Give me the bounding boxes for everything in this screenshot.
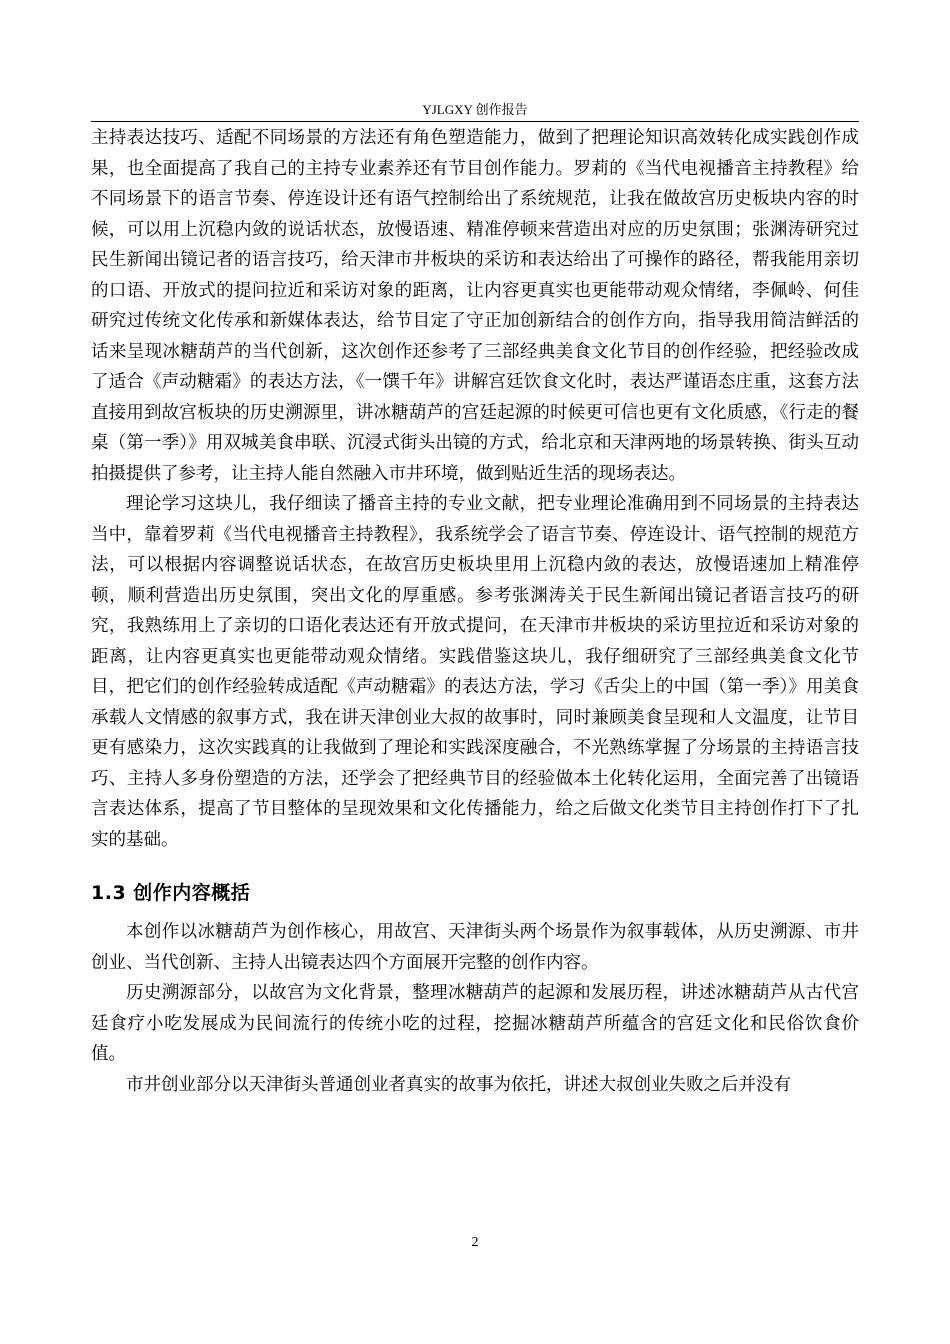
running-header: YJLGXY 创作报告 (422, 102, 528, 117)
paragraph: 主持表达技巧、适配不同场景的方法还有角色塑造能力，做到了把理论知识高效转化成实践创作成果，也全面提高了我自己的主持专业素养还有节目创作能力。罗莉的《当代电视播音主持教程》给不同场景下的语言节奏、停连设计还有语气控制给出了系统规范，让我在做故宫历史板块内容的时候，可以用上沉稳内敛的说话状态，放慢语速、精准停顿来营造出对应的历史氛围；张渊涛研究过民生新闻出镜记者的语言技巧，给天津市井板块的采访和表达给出了可操作的路径，帮我能用亲切的口语、开放式的提问拉近和采访对象的距离，让内容更真实也更能带动观众情绪，李佩岭、何佳研究过传统文化传承和新媒体表达，给节目定了守正加创新结合的创作方向，指导我用简洁鲜活的话来呈现冰糖葫芦的当代创新，这次创作还参考了三部经典美食文化节目的创作经验，把经验改成了适合《声动糖霜》的表达方法，《一馔千年》讲解宫廷饮食文化时，表达严谨语态庄重，这套方法直接用到故宫板块的历史溯源里，讲冰糖葫芦的宫廷起源的时候更可信也更有文化质感，《行走的餐桌（第一季）》用双城美食串联、沉浸式街头出镜的方式，给北京和天津两地的场景转换、街头互动拍摄提供了参考，让主持人能自然融入市井环境，做到贴近生活的现场表达。 (91, 128, 859, 484)
paragraph: 本创作以冰糖葫芦为创作核心，用故宫、天津街头两个场景作为叙事载体，从历史溯源、市井创业、当代创新、主持人出镜表达四个方面展开完整的创作内容。 (91, 922, 859, 973)
body-text (91, 123, 859, 1100)
paragraph: 理论学习这块儿，我仔细读了播音主持的专业文献，把专业理论准确用到不同场景的主持表达当中，靠着罗莉《当代电视播音主持教程》，我系统学会了语言节奏、停连设计、语气控制的规范方法，可以根据内容调整说话状态，在故宫历史板块里用上沉稳内敛的表达，放慢语速加上精准停顿，顺利营造出历史氛围，突出文化的厚重感。参考张渊涛关于民生新闻出镜记者语言技巧的研究，我熟练用上了亲切的口语化表达还有开放式提问，在天津市井板块的采访里拉近和采访对象的距离，让内容更真实也更能带动观众情绪。实践借鉴这块儿，我仔细研究了三部经典美食文化节目，把它们的创作经验转成适配《声动糖霜》的表达方法，学习《舌尖上的中国（第一季）》用美食承载人文情感的叙事方式，我在讲天津创业大叔的故事时，同时兼顾美食呈现和人文温度，让节目更有感染力，这次实践真的让我做到了理论和实践深度融合，不光熟练掌握了分场景的主持语言技巧、主持人多身份塑造的方法，还学会了把经典节目的经验做本土化转化运用，全面完善了出镜语言表达体系，提高了节目整体的呈现效果和文化传播能力，给之后做文化类节目主持创作打下了扎实的基础。 (91, 494, 859, 850)
page-number: 2 (471, 1235, 479, 1250)
header-rule (91, 121, 859, 122)
paragraph: 市井创业部分以天津街头普通创业者真实的故事为依托，讲述大叔创业失败之后并没有 (126, 1074, 791, 1095)
paragraph: 历史溯源部分，以故宫为文化背景，整理冰糖葫芦的起源和发展历程，讲述冰糖葫芦从古代宫廷食疗小吃发展成为民间流行的传统小吃的过程，挖掘冰糖葫芦所蕴含的宫廷文化和民俗饮食价值。 (91, 983, 859, 1064)
section-heading: 1.3 创作内容概括 (91, 882, 251, 904)
